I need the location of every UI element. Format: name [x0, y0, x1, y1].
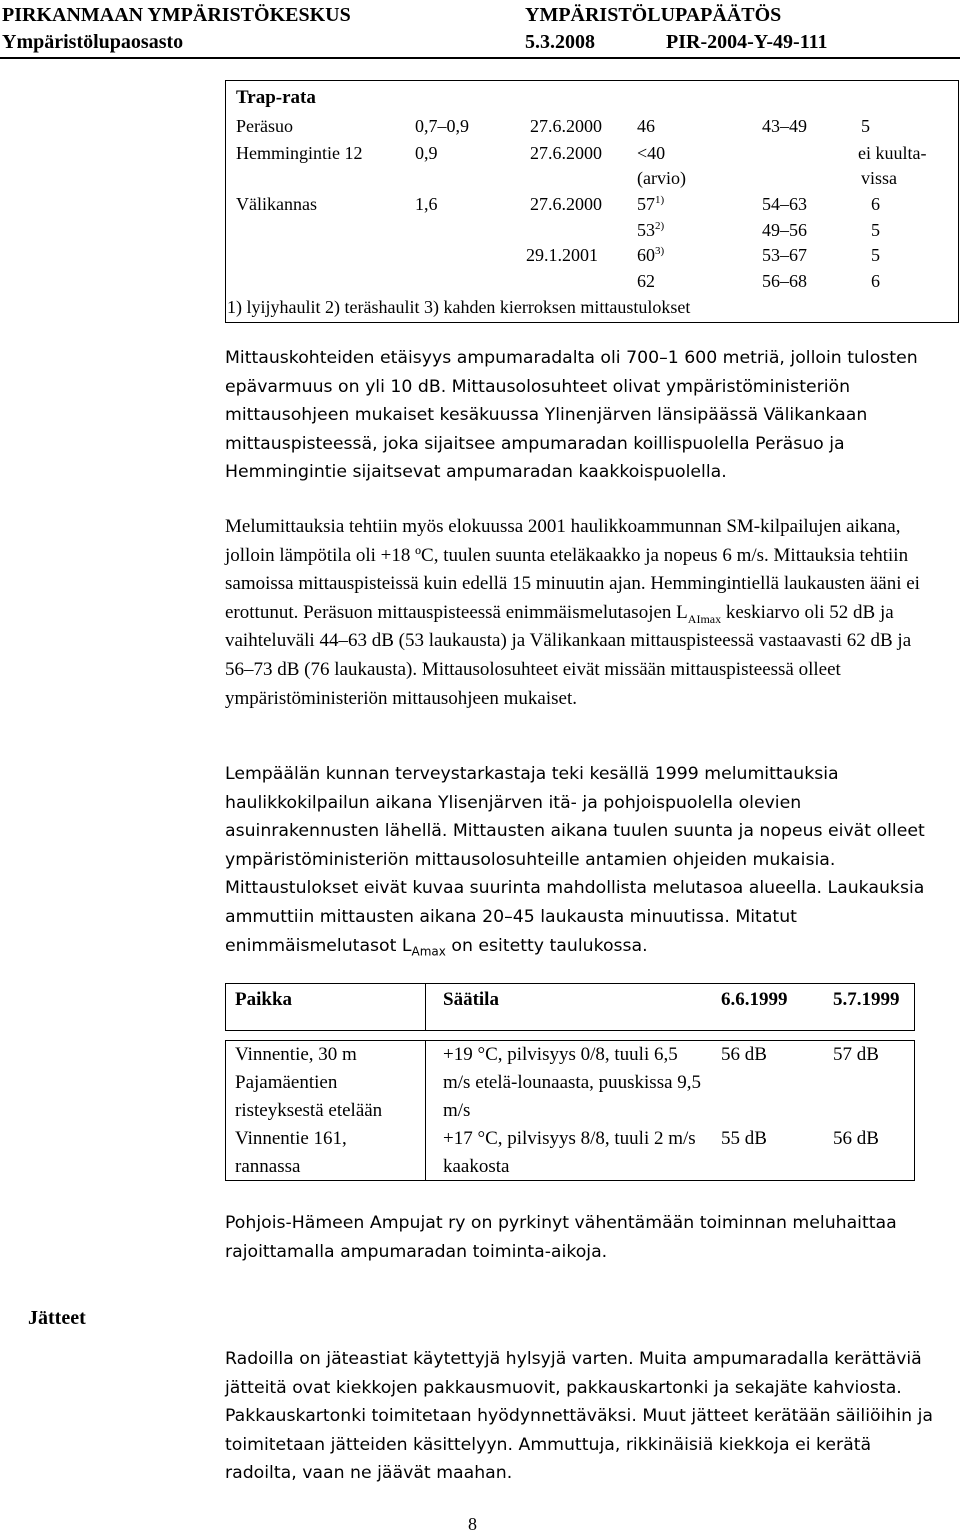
trap-level-2: 53$^{2)}$: [637, 220, 665, 240]
weather-place: Vinnentie 161, rannassa: [235, 1128, 347, 1177]
header-date: 5.3.2008: [525, 31, 595, 53]
weather-conditions: +19 °C, pilvisyys 0/8, tuuli 6,5 m/s etelä-lounaasta, puuskissa 9,5 m/s: [443, 1044, 702, 1121]
weather-place: Vinnentie, 30 m Pajamäentien risteyksestä etelään: [235, 1044, 383, 1121]
trap-date: 27.6.2000: [530, 143, 602, 163]
weather-value-1: 55 dB: [721, 1128, 767, 1149]
trap-place: Välikannas: [236, 194, 317, 214]
trap-level-note: (arvio): [637, 168, 686, 188]
paragraph-pohjois-hameen: Pohjois-Hämeen Ampujat ry on pyrkinyt vähentämään toiminnan meluhaittaa rajoittamalla ampumaradan toiminta-aikoja.: [225, 1213, 897, 1262]
weather-table: [225, 983, 915, 1181]
column-divider: [425, 983, 426, 1031]
trap-distance: 0,9: [415, 143, 438, 163]
weather-value-2: 56 dB: [833, 1128, 879, 1149]
trap-range: 43–49: [762, 116, 807, 136]
header-rule: [0, 57, 960, 59]
weather-header-date-1: 6.6.1999: [721, 989, 788, 1010]
paragraph-health-inspector: Lempäälän kunnan terveystarkastaja teki kesällä 1999 melumittauksia haulikkokilpailun aikana Ylisenjärven itä- ja pohjoispuolella olevien asuinrakennusten lähellä. Mittausten aikana tuulen suunta ja nopeus eivät olleet ympäristöministeriön mittausolosuhteille antamien ohjeiden mukaisia. Mittaustulokset eivät kuvaa suurinta mahdollista melutasoa alueella. Laukauksia ammuttiin mittausten aikana 20–45 laukausta minuutissa. Mitatut enimmäismelutasot $L_{Amax}$ on esitetty taulukossa.: [225, 764, 925, 959]
trap-table: [225, 80, 959, 323]
trap-place: Peräsuo: [236, 116, 293, 136]
trap-place: Hemmingintie 12: [236, 143, 363, 163]
paragraph-august-measurements: Melumittauksia tehtiin myös elokuussa 2001 haulikkoammunnan SM-kilpailujen aikana, jolloin lämpötila oli +18 ºC, tuulen suunta eteläkaakko ja nopeus 6 m/s. Mittauksia tehtiin samoissa mittauspisteissä kuin edellä 15 minuutin ajan. Hemmingintiellä laukausten ääni ei erottunut. Peräsuon mittauspisteessä enimmäismelutasojen $L_{AImax}$ keskiarvo oli 52 dB ja vaihteluväli 44–63 dB (53 laukausta) ja Välikankaan mittauspisteessä vastaavasti 62 dB ja 56–73 dB (76 laukausta). Mittausolosuhteet eivät missään mittauspisteessä olleet ympäristöministeriön mittausohjeen mukaiset.: [225, 516, 920, 709]
trap-distance: 1,6: [415, 194, 438, 214]
trap-rating-2: 6: [871, 271, 880, 291]
trap-footnote: 1) lyijyhaulit 2) teräshaulit 3) kahden kierroksen mittaustulokset: [227, 297, 691, 317]
trap-range: 53–67: [762, 245, 807, 265]
header-dept: Ympäristölupaosasto: [2, 31, 184, 53]
section-label-jatteet: Jätteet: [28, 1307, 86, 1329]
header-doc-type: YMPÄRISTÖLUPAPÄÄTÖS: [525, 4, 782, 26]
trap-date: 27.6.2000: [530, 194, 602, 214]
trap-table-title: Trap-rata: [236, 87, 316, 108]
weather-conditions: +17 °C, pilvisyys 8/8, tuuli 2 m/s kaakosta: [443, 1128, 696, 1177]
header-org: PIRKANMAAN YMPÄRISTÖKESKUS: [2, 4, 351, 26]
trap-date: 29.1.2001: [526, 245, 598, 265]
trap-date: 27.6.2000: [530, 116, 602, 136]
trap-level: <40: [637, 143, 666, 163]
trap-level-2: 62: [637, 271, 655, 291]
trap-rating: 6: [871, 194, 880, 214]
trap-distance: 0,7–0,9: [415, 116, 469, 136]
trap-rating: ei kuulta-: [858, 143, 927, 163]
paragraph-measurement-distance: Mittauskohteiden etäisyys ampumaradalta oli 700–1 600 metriä, jolloin tulosten epävarmuus on yli 10 dB. Mittausolosuhteet olivat ympäristöministeriön mittausohjeen mukaiset kesäkuussa Ylinenjärven länsipäässä Välikankaan mittauspisteessä, joka sijaitsee ampumaradan koillispuolella Peräsuo ja Hemmingintie sijaitsevat ampumaradan kaakkoispuolella.: [225, 348, 918, 483]
trap-level: 46: [637, 116, 655, 136]
paragraph-waste: Radoilla on jäteastiat käytettyjä hylsyjä varten. Muita ampumaradalla kerättäviä jätteitä ovat kiekkojen pakkausmuovit, pakkauskartonki ja sekajäte kahviosta. Pakkauskartonki toimitetaan hyödynnettäväksi. Muut jätteet kerätään säiliöihin ja toimitetaan jätteiden käsittelyyn. Ammuttuja, rikkinäisiä kiekkoja ei kerätä radoilta, vaan ne jäävät maahan.: [225, 1349, 933, 1484]
trap-range-2: 56–68: [762, 271, 807, 291]
weather-header-date-2: 5.7.1999: [833, 989, 900, 1010]
weather-value-2: 57 dB: [833, 1044, 879, 1065]
page-number: 8: [468, 1514, 477, 1534]
weather-header-place: Paikka: [235, 989, 293, 1010]
trap-rating-cont: vissa: [861, 168, 897, 188]
trap-level: 57$^{1)}$: [637, 194, 665, 214]
header-ref: PIR-2004-Y-49-111: [666, 31, 828, 53]
column-divider: [425, 1040, 426, 1181]
trap-range-2: 49–56: [762, 220, 807, 240]
weather-table-header-row: [225, 983, 915, 1031]
trap-rating: 5: [871, 245, 880, 265]
trap-rating: 5: [861, 116, 870, 136]
weather-value-1: 56 dB: [721, 1044, 767, 1065]
trap-range: 54–63: [762, 194, 807, 214]
trap-rating-2: 5: [871, 220, 880, 240]
trap-level: 60$^{3)}$: [637, 245, 665, 265]
weather-header-weather: Säätila: [443, 989, 499, 1010]
